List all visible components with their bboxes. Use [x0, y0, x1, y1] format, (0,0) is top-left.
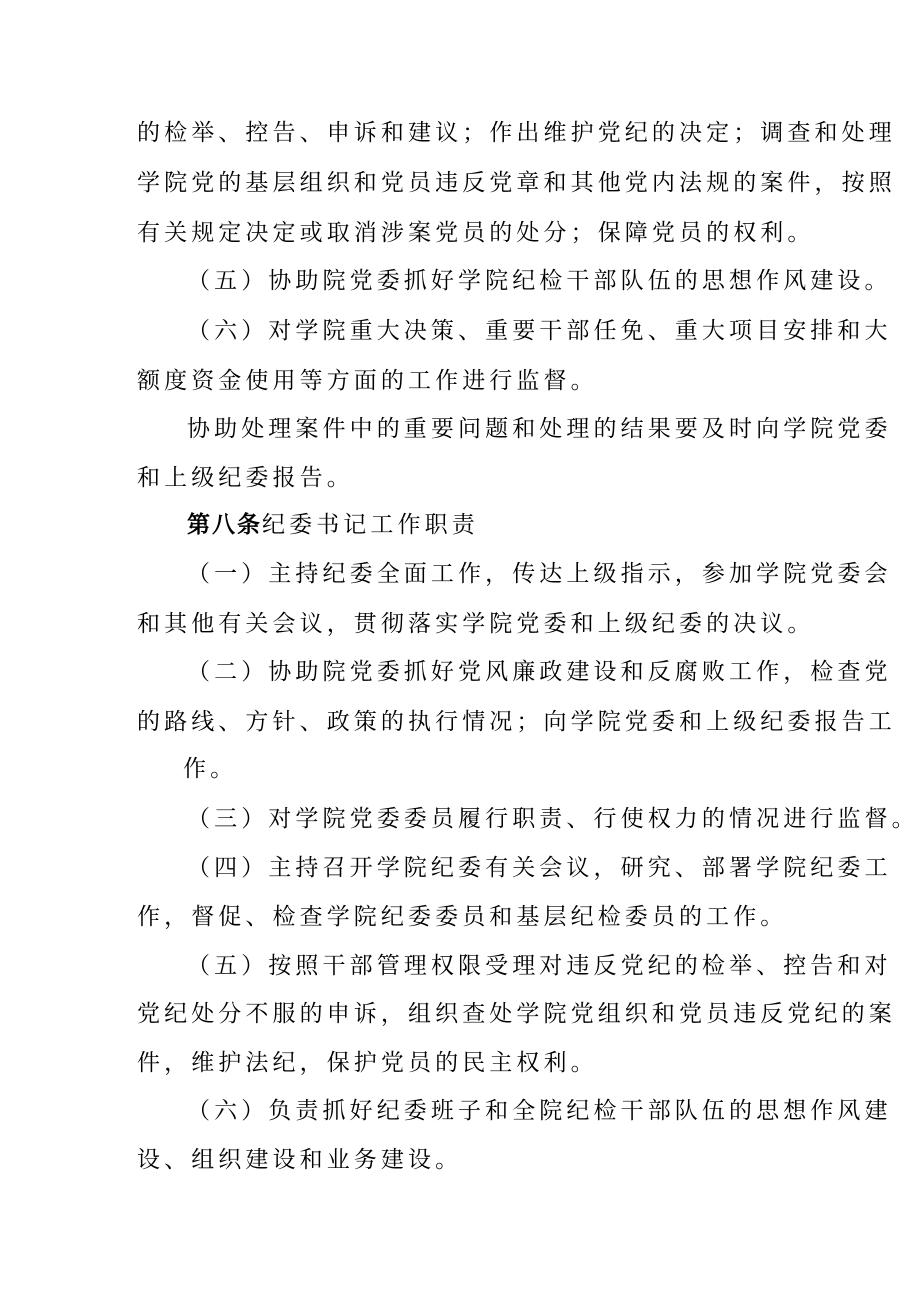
text-line: 额度资金使用等方面的工作进行监督。 [137, 368, 598, 394]
article-heading [187, 510, 479, 540]
article-title: 纪委书记工作职责 [262, 512, 479, 538]
text-line: （二）协助院党委抓好党风廉政建设和反腐败工作，检查党 [187, 659, 892, 685]
text-line: （六）对学院重大决策、重要干部任免、重大项目安排和大 [187, 318, 892, 344]
text-line: 学院党的基层组织和党员违反党章和其他党内法规的案件，按照 [137, 170, 896, 196]
text-line: 党纪处分不服的申诉，组织查处学院党组织和党员违反党纪的案 [137, 1001, 896, 1027]
text-line: 件，维护法纪，保护党员的民主权利。 [137, 1050, 598, 1076]
text-line: （三）对学院党委委员履行职责、行使权力的情况进行监督。 [187, 806, 919, 832]
text-line: （五）协助院党委抓好学院纪检干部队伍的思想作风建设。 [187, 268, 892, 294]
text-line: 作，督促、检查学院纪委委员和基层纪检委员的工作。 [137, 904, 788, 930]
text-line: 的检举、控告、申诉和建议；作出维护党纪的决定；调查和处理 [137, 120, 896, 146]
text-line: 作。 [183, 756, 238, 782]
text-line: 设、组织建设和业务建设。 [137, 1147, 463, 1173]
text-line: （六）负责抓好纪委班子和全院纪检干部队伍的思想作风建 [187, 1098, 892, 1124]
article-number: 第八条 [187, 511, 262, 538]
text-line: （一）主持纪委全面工作，传达上级指示，参加学院党委会 [187, 561, 892, 587]
text-line: （四）主持召开学院纪委有关会议，研究、部署学院纪委工 [187, 855, 892, 881]
text-line: 的路线、方针、政策的执行情况；向学院党委和上级纪委报告工 [137, 709, 896, 735]
text-line: 有关规定决定或取消涉案党员的处分；保障党员的权利。 [137, 220, 815, 246]
text-line: 和其他有关会议，贯彻落实学院党委和上级纪委的决议。 [137, 611, 815, 637]
text-line: （五）按照干部管理权限受理对违反党纪的检举、控告和对 [187, 953, 892, 979]
text-line: 和上级纪委报告。 [137, 465, 354, 491]
text-line: 协助处理案件中的重要问题和处理的结果要及时向学院党委 [187, 416, 892, 442]
